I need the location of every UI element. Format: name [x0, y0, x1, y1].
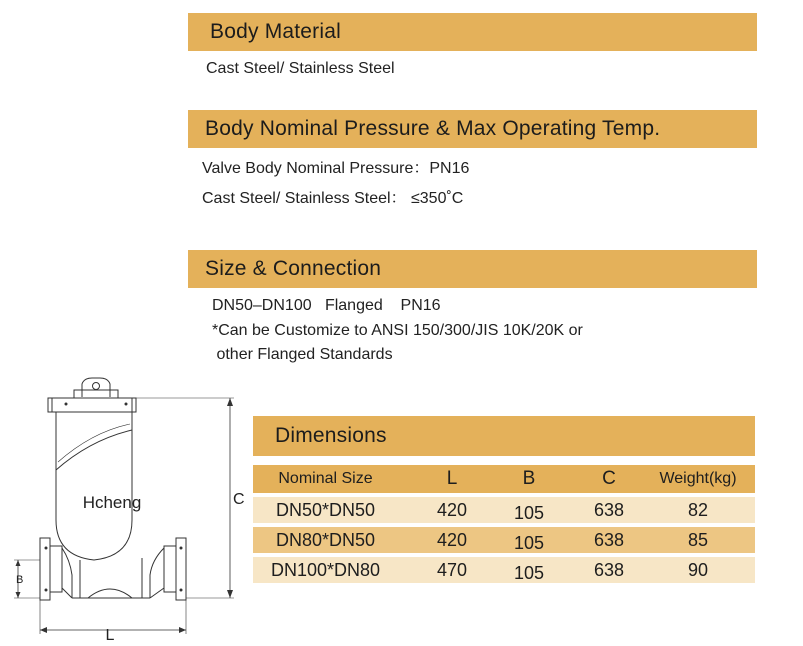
lifting-lug [82, 378, 110, 397]
cell-weight: 90 [687, 559, 709, 580]
cell-c: 638 [593, 499, 625, 520]
pressure-line-1: Valve Body Nominal Pressure：PN16 [202, 160, 470, 177]
pump-trap-drawing [0, 370, 250, 640]
cell-b: 105 [513, 563, 545, 583]
dimensions-heading-bar [253, 416, 755, 456]
brand-label: Hcheng [82, 493, 142, 512]
table-row [253, 557, 755, 583]
cell-size: DN80*DN50 [275, 529, 376, 550]
dimensions-table [253, 465, 755, 585]
cell-c: 638 [593, 529, 625, 550]
size-line-2: *Can be Customize to ANSI 150/300/JIS 10K/20K or [212, 322, 583, 339]
cell-c: 638 [593, 559, 625, 580]
size-line-1: DN50–DN100 Flanged PN16 [212, 297, 441, 314]
size-heading-bar [188, 250, 757, 288]
cell-b: 105 [513, 503, 545, 523]
body-material-text: Cast Steel/ Stainless Steel [206, 60, 395, 77]
table-row [253, 527, 755, 553]
table-row [253, 497, 755, 523]
body-material-heading-bar [188, 13, 757, 51]
dimension-l-label: L [105, 627, 115, 640]
cell-weight: 85 [687, 529, 709, 550]
cell-b: 105 [513, 533, 545, 553]
top-flange [48, 398, 136, 412]
tank-body [56, 412, 132, 560]
table-header-row [253, 465, 755, 493]
pressure-line-2: Cast Steel/ Stainless Steel： ≤350˚C [202, 190, 464, 207]
size-heading: Size & Connection [205, 257, 382, 280]
cell-l: 470 [436, 559, 468, 580]
size-line-3: other Flanged Standards [212, 346, 393, 363]
header-c: C [602, 468, 616, 489]
header-weight: Weight(kg) [659, 470, 737, 487]
header-l: L [446, 468, 458, 489]
body-material-heading: Body Material [210, 20, 341, 43]
cell-l: 420 [436, 529, 468, 550]
header-b: B [522, 468, 536, 489]
cell-l: 420 [436, 499, 468, 520]
pressure-heading-bar [188, 110, 757, 148]
header-nominal-size: Nominal Size [278, 470, 373, 487]
dimension-b-label: B [16, 574, 24, 586]
cell-size: DN50*DN50 [275, 499, 376, 520]
cell-size: DN100*DN80 [270, 559, 381, 580]
cell-weight: 82 [687, 499, 709, 520]
dimension-c-label: C [233, 491, 245, 508]
dimensions-heading: Dimensions [275, 424, 387, 447]
pressure-heading: Body Nominal Pressure & Max Operating Temp. [205, 117, 661, 140]
